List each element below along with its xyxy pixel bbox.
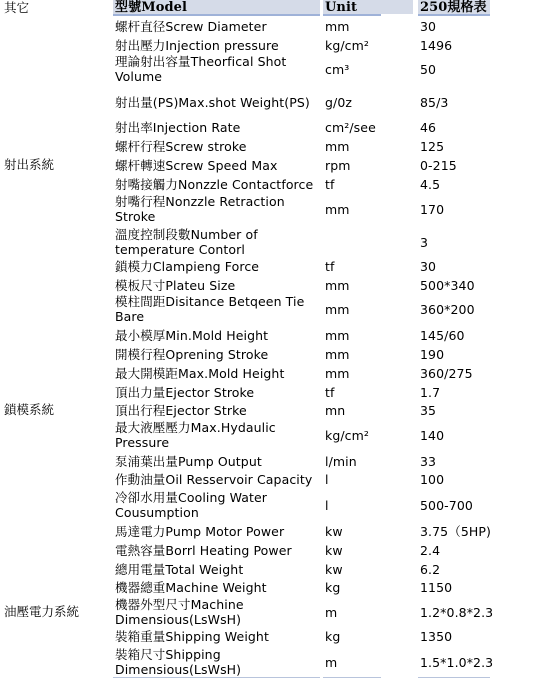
spec-unit: mm	[325, 301, 350, 317]
spec-unit	[325, 226, 415, 258]
spec-value: 0-215	[420, 157, 457, 173]
table-row	[0, 53, 550, 85]
table-row	[0, 470, 550, 488]
spec-unit: kw	[325, 542, 343, 558]
table-row	[0, 419, 550, 451]
spec-value: 145/60	[420, 327, 465, 343]
spec-unit: mm	[325, 18, 350, 34]
spec-name: 射出量(PS)Max.shot Weight(PS)	[115, 94, 310, 110]
table-row	[0, 489, 550, 521]
table-row	[0, 646, 550, 678]
table-row	[0, 578, 550, 596]
header-model: 型號Model	[115, 0, 188, 15]
spec-name: 泵浦葉出量Pump Output	[115, 453, 262, 469]
table-row	[0, 401, 550, 419]
table-row	[0, 364, 550, 382]
spec-name: 射出壓力Injection pressure	[115, 37, 279, 53]
spec-value: 500*340	[420, 277, 475, 293]
spec-value: 1496	[420, 37, 453, 53]
spec-unit: kw	[325, 523, 343, 539]
section-label: 油壓電力系統	[4, 604, 80, 619]
spec-value: 30	[420, 258, 437, 274]
header-unit: Unit	[325, 0, 358, 15]
spec-value: 100	[420, 471, 445, 487]
spec-unit: mm	[325, 346, 350, 362]
spec-value: 35	[420, 402, 437, 418]
spec-value: 1.2*0.8*2.3	[420, 604, 494, 620]
spec-name: 射出率Injection Rate	[115, 119, 241, 135]
spec-name: 裝箱尺寸Shipping Dimensious(LsWsH)	[115, 647, 242, 677]
spec-unit: tf	[325, 176, 335, 192]
spec-value: 3	[420, 234, 429, 250]
spec-value: 190	[420, 346, 445, 362]
spec-unit: mm	[325, 138, 350, 154]
spec-name: 冷卻水用量Cooling Water Cousumption	[115, 490, 268, 520]
spec-name: 最大液壓壓力Max.Hydaulic Pressure	[115, 420, 276, 450]
spec-name: 作動油量Oil Resservoir Capacity	[115, 471, 313, 487]
spec-unit: l	[325, 471, 329, 487]
spec-name: 電熱容量Borrl Heating Power	[115, 542, 292, 558]
table-row	[0, 137, 550, 155]
spec-name: 開模行程Oprening Stroke	[115, 346, 269, 362]
spec-unit: kg	[325, 579, 341, 595]
spec-unit: kw	[325, 561, 343, 577]
spec-unit: mm	[325, 327, 350, 343]
spec-name: 模柱間距Disitance Betqeen Tie Bare	[115, 294, 305, 324]
spec-name: 螺杆轉速Screw Speed Max	[115, 157, 278, 173]
table-row	[0, 36, 550, 54]
spec-name: 最小模厚Min.Mold Height	[115, 327, 269, 343]
table-row	[0, 17, 550, 35]
table-row	[0, 452, 550, 470]
spec-value: 1.5*1.0*2.3	[420, 654, 494, 670]
spec-unit: mm	[325, 365, 350, 381]
spec-unit: cm³	[325, 61, 350, 77]
spec-name: 射嘴接觸力Nonzzle Contactforce	[115, 176, 314, 192]
spec-unit: tf	[325, 258, 335, 274]
spec-unit: m	[325, 604, 338, 620]
spec-name: 總用電量Total Weight	[115, 561, 244, 577]
spec-value: 2.4	[420, 542, 441, 558]
table-row	[0, 293, 550, 325]
bottom-rule-value	[418, 677, 490, 678]
spec-value: 1350	[420, 628, 453, 644]
bottom-rule-name	[113, 677, 320, 678]
spec-unit: m	[325, 654, 338, 670]
spec-value: 140	[420, 427, 445, 443]
spec-name: 射嘴行程Nonzzle Retraction Stroke	[115, 194, 285, 224]
spec-unit: tf	[325, 384, 335, 400]
spec-value: 4.5	[420, 176, 441, 192]
spec-unit: kg/cm²	[325, 427, 370, 443]
spec-name: 螺杆直径Screw Diameter	[115, 18, 267, 34]
spec-value: 1150	[420, 579, 453, 595]
spec-name: 理論射出容量Theorfical Shot Volume	[115, 54, 287, 84]
spec-value: 3.75（5HP)	[420, 523, 491, 539]
table-row	[0, 345, 550, 363]
spec-name: 溫度控制段數Number of temperature Contorl	[115, 227, 258, 257]
table-row	[0, 118, 550, 136]
spec-value: 50	[420, 61, 437, 77]
table-row	[0, 560, 550, 578]
spec-unit: l/min	[325, 453, 357, 469]
spec-name: 螺杆行程Screw stroke	[115, 138, 247, 154]
spec-unit: kg	[325, 628, 341, 644]
header-value: 250規格表	[420, 0, 487, 15]
spec-name: 鎖模力Clampieng Force	[115, 258, 260, 274]
table-row	[0, 86, 550, 118]
spec-value: 360*200	[420, 301, 475, 317]
spec-unit: g/0z	[325, 94, 353, 110]
spec-value: 46	[420, 119, 437, 135]
table-row	[0, 326, 550, 344]
table-row	[0, 276, 550, 294]
spec-name: 頂出行程Ejector Strke	[115, 402, 247, 418]
table-row	[0, 226, 550, 258]
table-row	[0, 627, 550, 645]
bottom-rule-unit	[323, 677, 381, 678]
table-row	[0, 596, 550, 628]
table-row	[0, 522, 550, 540]
spec-value: 360/275	[420, 365, 473, 381]
spec-unit: mm	[325, 201, 350, 217]
spec-unit: rpm	[325, 157, 351, 173]
spec-unit: cm²/see	[325, 119, 376, 135]
table-row	[0, 175, 550, 193]
spec-value: 6.2	[420, 561, 441, 577]
spec-name: 機器總重Machine Weight	[115, 579, 267, 595]
spec-value: 33	[420, 453, 437, 469]
section-label: 鎖模系統	[4, 402, 55, 417]
section-label: 其它	[4, 0, 30, 15]
table-row	[0, 541, 550, 559]
table-row	[0, 257, 550, 275]
table-row	[0, 156, 550, 174]
spec-value: 85/3	[420, 94, 449, 110]
spec-value: 1.7	[420, 384, 441, 400]
spec-value: 500-700	[420, 497, 473, 513]
spec-name: 頂出力量Ejector Stroke	[115, 384, 255, 400]
spec-unit: mm	[325, 277, 350, 293]
spec-unit: mn	[325, 402, 346, 418]
header-row	[0, 0, 550, 15]
spec-name: 機器外型尺寸Machine Dimensious(LsWsH)	[115, 597, 244, 627]
spec-value: 170	[420, 201, 445, 217]
table-row	[0, 193, 550, 225]
spec-name: 最大開模距Max.Mold Height	[115, 365, 285, 381]
section-label: 射出系統	[4, 157, 55, 172]
spec-value: 125	[420, 138, 445, 154]
table-row	[0, 383, 550, 401]
spec-value: 30	[420, 18, 437, 34]
spec-unit: kg/cm²	[325, 37, 370, 53]
spec-name: 馬達電力Pump Motor Power	[115, 523, 285, 539]
spec-name: 裝箱重量Shipping Weight	[115, 628, 269, 644]
spec-name: 模板尺寸Plateu Size	[115, 277, 236, 293]
spec-unit: l	[325, 497, 329, 513]
